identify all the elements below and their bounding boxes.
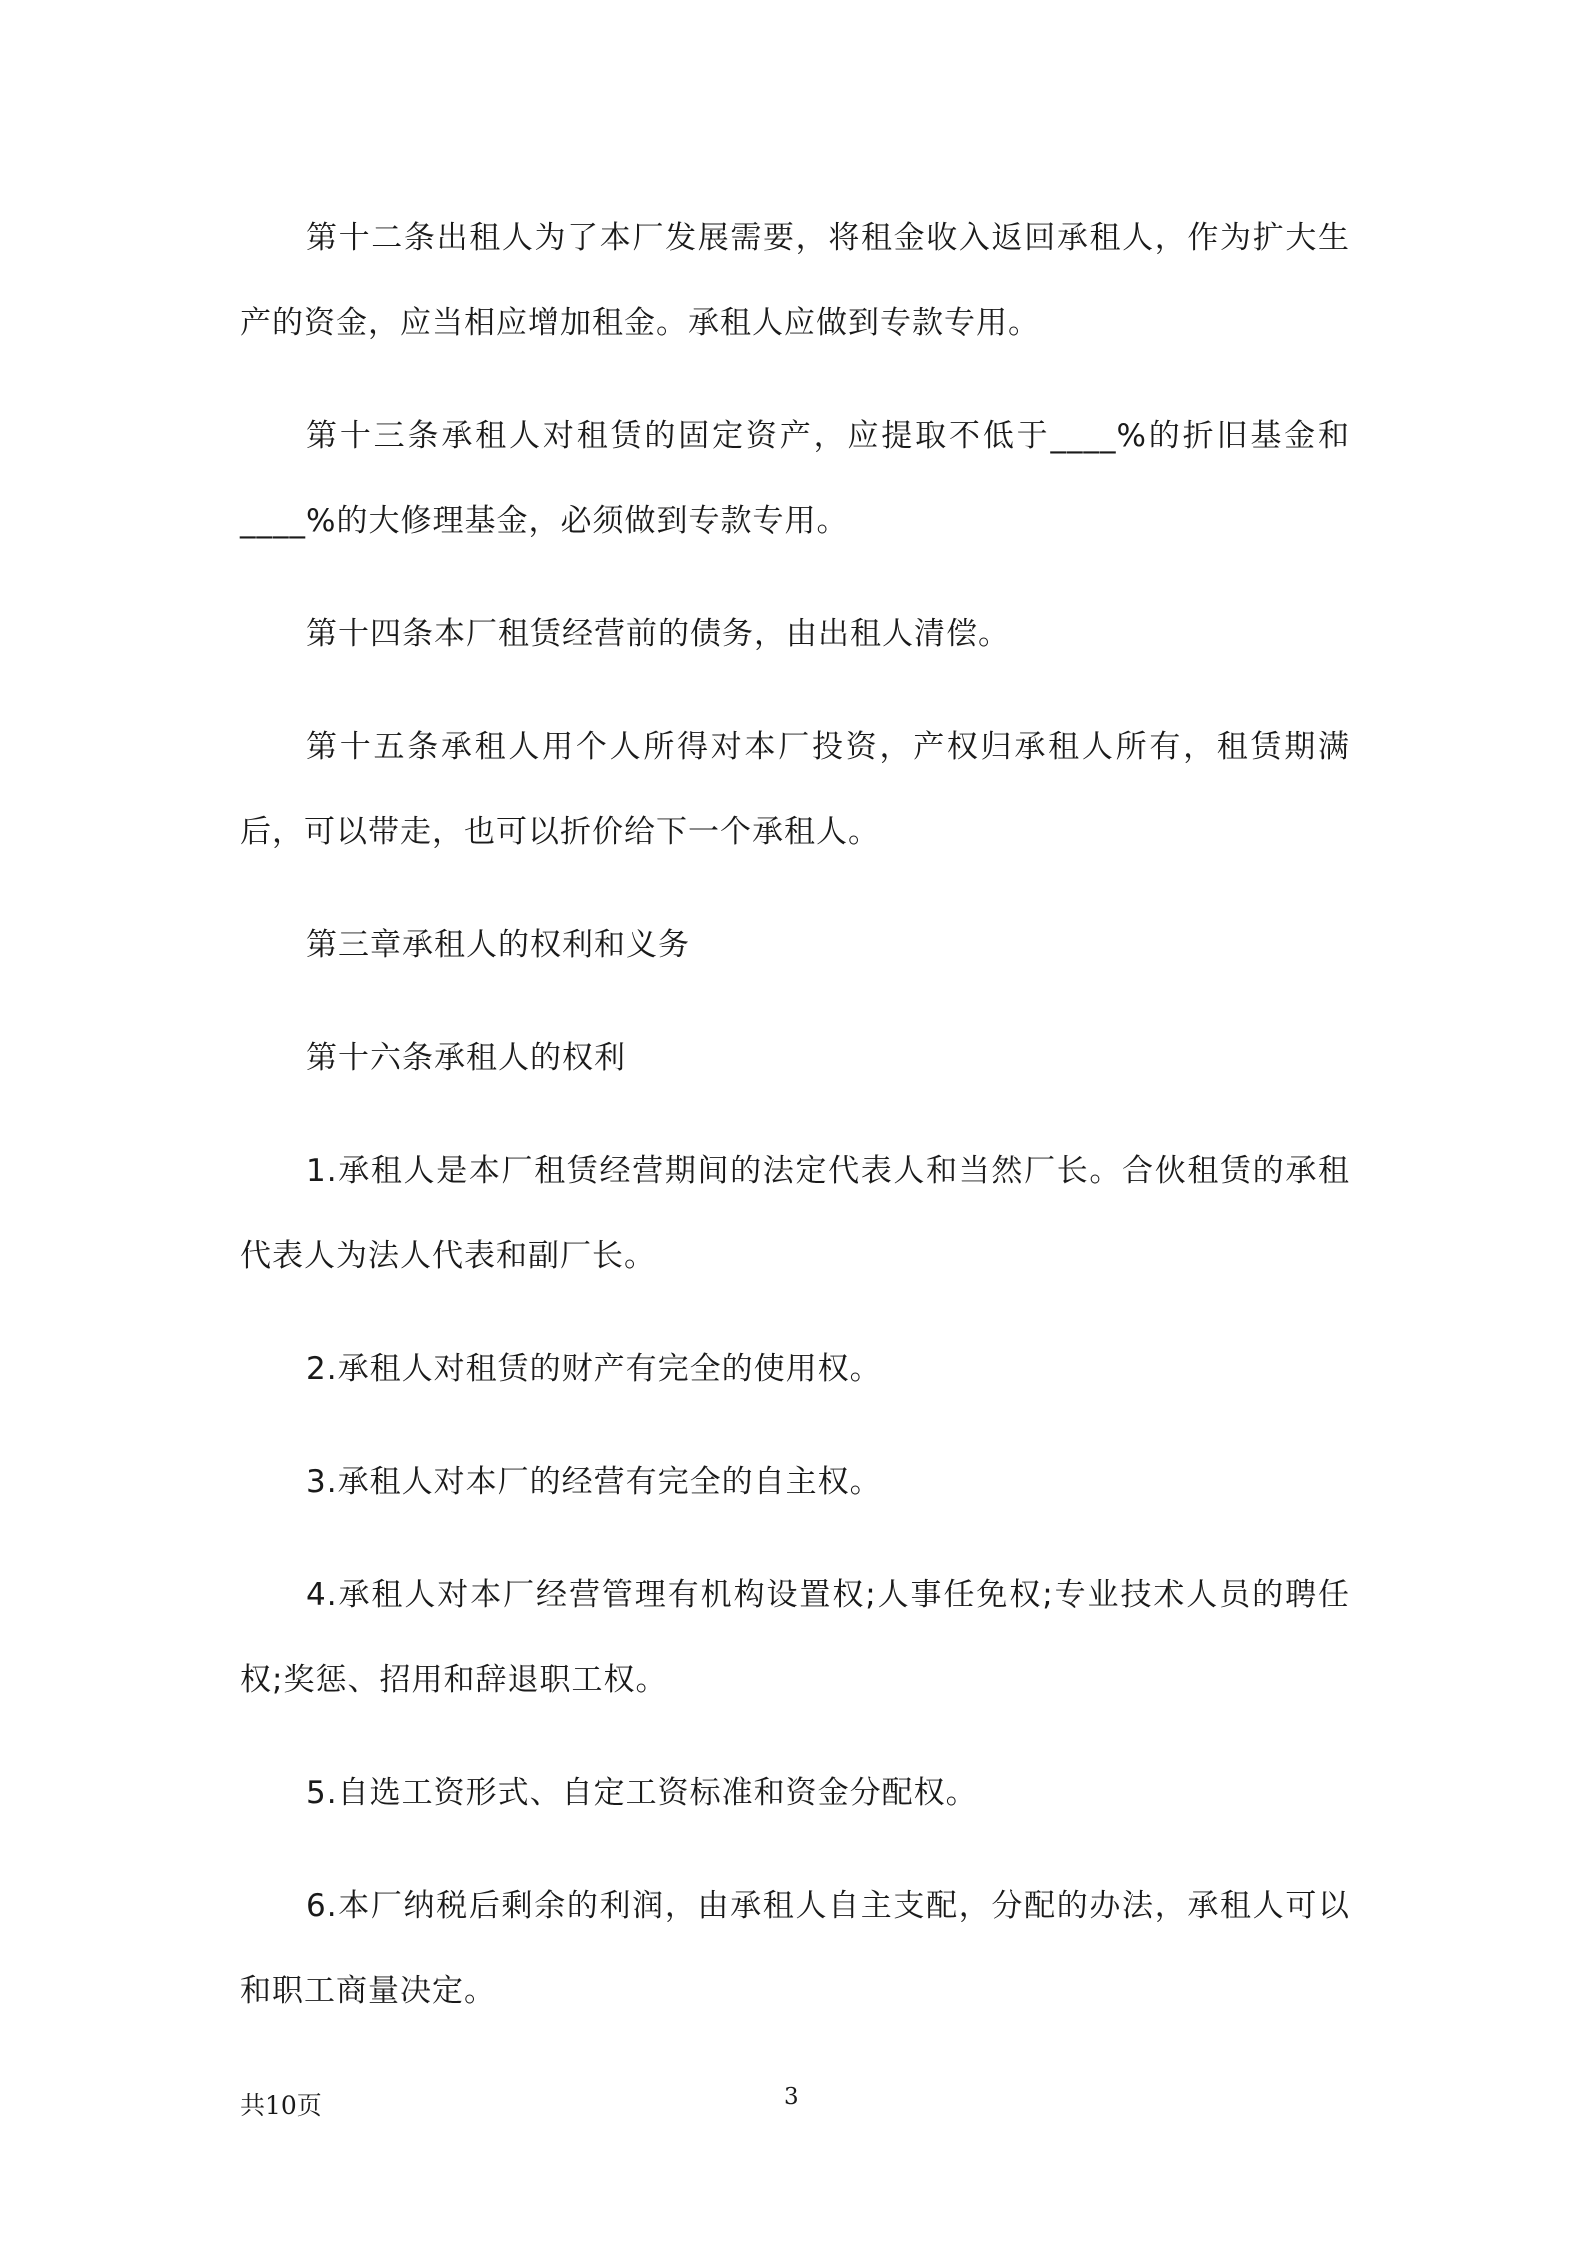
article-16-heading: 第十六条承租人的权利: [306, 1040, 626, 1076]
footer-page-number: 3: [784, 2084, 799, 2110]
article-14-paragraph: 第十四条本厂租赁经营前的债务，由出租人清偿。: [306, 616, 1010, 652]
chapter-3-heading: 第三章承租人的权利和义务: [306, 927, 690, 963]
right-item-5: 5.自选工资形式、自定工资标准和资金分配权。: [306, 1775, 978, 1811]
footer-total-pages: 共10页: [240, 2091, 322, 2120]
document-body: [240, 196, 1350, 2062]
article-13-paragraph: 第十三条承租人对租赁的固定资产，应提取不低于____%的折旧基金和____%的大修理基金，必须做到专款专用。: [240, 418, 1350, 539]
article-12-paragraph: 第十二条出租人为了本厂发展需要，将租金收入返回承租人，作为扩大生产的资金，应当相应增加租金。承租人应做到专款专用。: [240, 220, 1350, 341]
right-item-2: 2.承租人对租赁的财产有完全的使用权。: [306, 1351, 882, 1387]
right-item-3: 3.承租人对本厂的经营有完全的自主权。: [306, 1464, 882, 1500]
right-item-6: 6.本厂纳税后剩余的利润，由承租人自主支配，分配的办法，承租人可以和职工商量决定。: [240, 1888, 1350, 2009]
right-item-4: 4.承租人对本厂经营管理有机构设置权;人事任免权;专业技术人员的聘任权;奖惩、招用和辞退职工权。: [240, 1577, 1350, 1698]
right-item-1: 1.承租人是本厂租赁经营期间的法定代表人和当然厂长。合伙租赁的承租代表人为法人代表和副厂长。: [240, 1153, 1350, 1274]
article-15-paragraph: 第十五条承租人用个人所得对本厂投资，产权归承租人所有，租赁期满后，可以带走，也可以折价给下一个承租人。: [240, 729, 1350, 850]
